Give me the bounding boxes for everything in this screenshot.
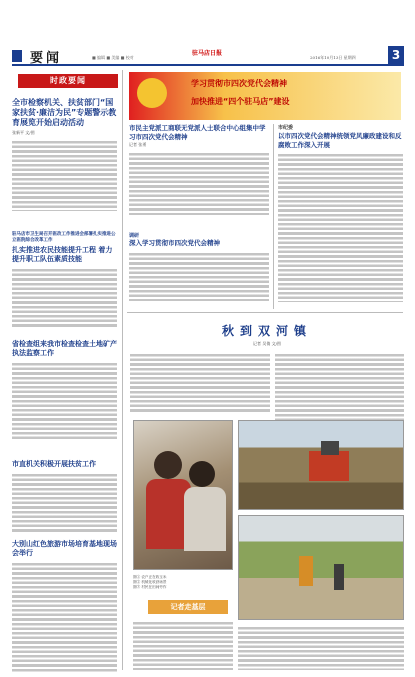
feature-tag: 记者走基层: [148, 600, 228, 614]
article-4-body: [12, 361, 117, 441]
caption-3: 图③ 村民在田间劳作: [133, 585, 167, 589]
right-article-body: [278, 152, 403, 302]
section-marker: [12, 50, 22, 62]
center-article-1-title[interactable]: 市民主党派工商联无党派人士联合中心组集中学习市四次党代会精神: [129, 124, 266, 141]
feature-photo-3: [238, 515, 404, 620]
feature-body-right: [275, 352, 404, 420]
article-6-title[interactable]: 大别山红色旅游市场培育基地现场会举行: [12, 540, 117, 557]
column-divider: [122, 70, 123, 670]
feature-header[interactable]: [130, 322, 404, 347]
article-2-body: [12, 267, 117, 329]
feature-title[interactable]: 秋到双河镇: [221, 324, 312, 338]
article-6[interactable]: [12, 540, 117, 673]
article-1[interactable]: [12, 98, 117, 211]
article-1-body: [12, 139, 117, 211]
center-article-1-byline: 记者 张勇: [129, 142, 147, 147]
center-article-2-title[interactable]: 深入学习贯彻市四次党代会精神: [129, 239, 220, 247]
article-5-title[interactable]: 市直机关积极开展扶贫工作: [12, 460, 96, 468]
feature-body-bottom-right: [238, 625, 404, 670]
section-title: 要闻: [30, 51, 63, 66]
feature-body-left: [130, 352, 270, 412]
feature-banner: [129, 72, 401, 120]
column-divider: [273, 124, 274, 309]
article-1-byline: 张新平 文/图: [12, 130, 35, 135]
center-article-2-kicker: 调研: [129, 233, 140, 239]
article-1-title[interactable]: 全市检察机关、扶贫部门“国家扶贫·廉洁为民”专题警示教育展览开始启动活动: [12, 98, 117, 127]
feature-body-bottom: [133, 620, 233, 670]
section-banner: 时政要闻: [18, 74, 118, 88]
banner-line-1: 学习贯彻市四次党代会精神: [191, 79, 287, 88]
header-date: 2016年10月13日 星期四: [310, 55, 356, 60]
article-5-body: [12, 472, 117, 532]
party-emblem-icon: [137, 78, 167, 108]
feature-photo-2: [238, 420, 404, 510]
right-article-title[interactable]: 以市四次党代会精神统领党风廉政建设和反腐败工作深入开展: [278, 132, 402, 149]
paper-logo: 驻马店日报: [192, 50, 223, 57]
article-5[interactable]: [12, 460, 117, 532]
article-4[interactable]: [12, 340, 117, 441]
right-article[interactable]: [278, 124, 403, 302]
page-header: [12, 44, 404, 66]
center-article-1-body: [129, 151, 269, 215]
article-2-title[interactable]: 驻马店市卫生局召开医改工作推进会部署扎实推进公立医院综合改革工作: [12, 232, 116, 243]
article-4-title[interactable]: 省检查组来我市检查检查土地矿产执法监察工作: [12, 340, 117, 357]
center-article-1[interactable]: [129, 124, 269, 215]
article-3-title[interactable]: 扎实推进农民技能提升工程 着力提升职工队伍素质技能: [12, 246, 113, 263]
feature-byline: 记者 吴倩 文/图: [253, 341, 281, 346]
page-number: 3: [388, 46, 404, 64]
article-2[interactable]: [12, 232, 117, 329]
center-article-2-body: [129, 251, 269, 301]
caption-1: 图① 农户正在收玉米: [133, 575, 167, 579]
header-caption: ■ 编辑 ■ 美编 ■ 校对: [92, 55, 134, 60]
section-divider: [127, 312, 403, 313]
banner-line-2: 加快推进“四个驻马店”建设: [191, 97, 290, 106]
feature-photo-1: [133, 420, 233, 570]
article-6-body: [12, 561, 117, 673]
photo-captions: [133, 575, 233, 590]
right-article-kicker: 市纪委: [278, 125, 294, 131]
center-article-2[interactable]: [129, 232, 269, 301]
caption-2: 图② 机械化收获场景: [133, 580, 167, 584]
